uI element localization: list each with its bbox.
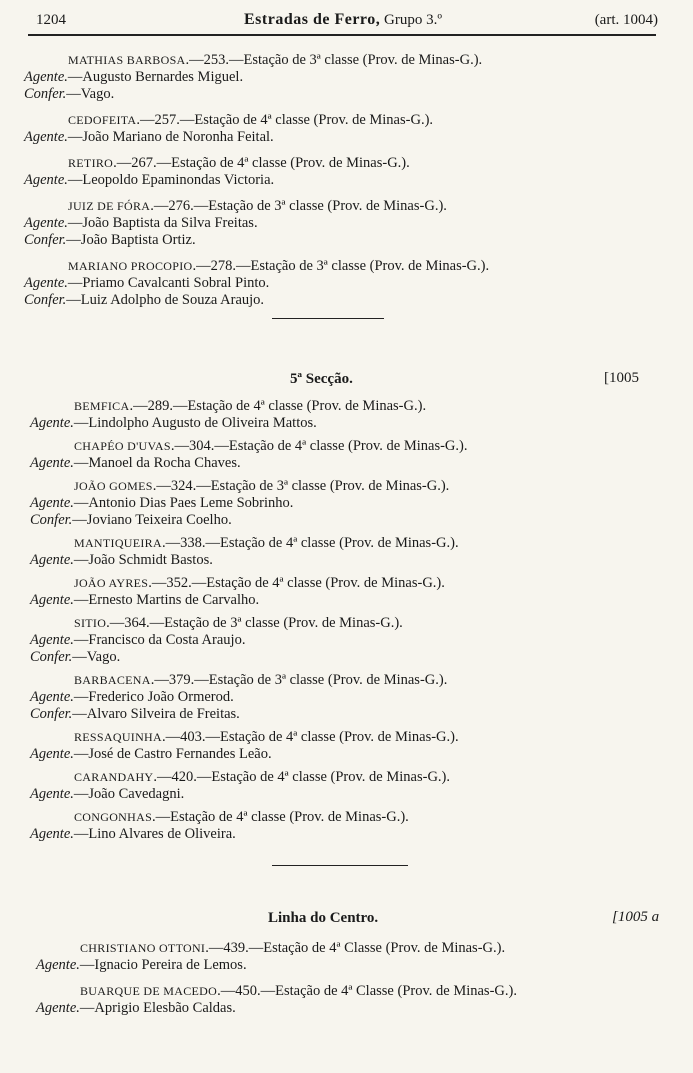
station-details: .—420.—Estação de 4ª classe (Prov. de Minas-G.). (153, 769, 450, 785)
staff-role: Agente. (30, 632, 74, 648)
staff-role: Agente. (36, 957, 80, 973)
station-name: CONGONHAS (74, 810, 153, 824)
staff-role: Agente. (24, 275, 68, 291)
staff-role: Agente. (30, 826, 74, 842)
staff-line (30, 786, 450, 803)
staff-role: Agente. (24, 129, 68, 145)
staff-line (30, 495, 449, 512)
station-entry (24, 155, 410, 189)
station-entry (30, 729, 459, 763)
staff-role: Agente. (30, 746, 74, 762)
station-heading (24, 112, 433, 129)
station-name: MANTIQUEIRA (74, 536, 162, 550)
station-entry (24, 52, 482, 103)
station-heading (24, 258, 489, 275)
staff-role: Agente. (24, 215, 68, 231)
staff-name: —João Baptista Ortiz. (66, 232, 196, 248)
staff-role: Agente. (24, 172, 68, 188)
staff-role: Agente. (24, 69, 68, 85)
section-5-ref: [1005 (604, 370, 639, 386)
station-name: CARANDAHY (74, 770, 154, 784)
staff-name: —Ignacio Pereira de Lemos. (79, 957, 247, 973)
staff-line (30, 689, 447, 706)
staff-role: Agente. (30, 415, 74, 431)
station-name: JOÃO AYRES (74, 576, 149, 590)
staff-role: Confer. (24, 86, 67, 102)
station-entry (30, 398, 426, 432)
station-entry (30, 615, 403, 666)
staff-name: —João Cavedagni. (73, 786, 185, 802)
staff-line (30, 415, 426, 432)
staff-line (30, 592, 445, 609)
station-entry (30, 478, 449, 529)
station-name: RETIRO (68, 156, 114, 170)
station-heading (24, 198, 447, 215)
staff-name: —Lino Alvares de Oliveira. (73, 826, 236, 842)
staff-name: —Vago. (66, 86, 115, 102)
staff-name: —João Schmidt Bastos. (73, 552, 213, 568)
station-details: .—338.—Estação de 4ª classe (Prov. de Minas-G.). (161, 535, 459, 551)
staff-name: —Francisco da Costa Araujo. (73, 632, 246, 648)
station-heading (30, 478, 449, 495)
station-name: JUIZ DE FÓRA (68, 199, 151, 213)
staff-role: Agente. (30, 455, 74, 471)
station-heading (36, 940, 505, 957)
station-entry (30, 809, 409, 843)
staff-role: Confer. (30, 706, 73, 722)
staff-name: —Lindolpho Augusto de Oliveira Mattos. (73, 415, 317, 431)
station-heading (30, 615, 403, 632)
staff-name: —Alvaro Silveira de Freitas. (72, 706, 240, 722)
station-name: RESSAQUINHA (74, 730, 162, 744)
divider-2 (272, 865, 408, 866)
staff-name: —Augusto Bernardes Miguel. (67, 69, 244, 85)
station-heading (30, 438, 467, 455)
station-details: .—439.—Estação de 4ª Classe (Prov. de Minas-G.). (205, 940, 506, 956)
station-heading (30, 769, 450, 786)
station-heading (30, 575, 445, 592)
staff-role: Agente. (30, 786, 74, 802)
station-heading (24, 52, 482, 69)
staff-name: —Vago. (72, 649, 121, 665)
station-heading (30, 535, 459, 552)
station-name: BUARQUE DE MACEDO (80, 984, 218, 998)
staff-name: —Antonio Dias Paes Leme Sobrinho. (73, 495, 294, 511)
station-details: .—289.—Estação de 4ª classe (Prov. de Minas-G.). (129, 398, 427, 414)
station-heading (24, 155, 410, 172)
staff-line (24, 172, 410, 189)
station-entry (24, 112, 433, 146)
page-number: 1204 (36, 12, 66, 28)
station-name: CHAPÉO D'UVAS (74, 439, 171, 453)
staff-name: —Joviano Teixeira Coelho. (72, 512, 232, 528)
linha-ref: [1005 a (612, 909, 660, 925)
station-details: .—379.—Estação de 3ª classe (Prov. de Minas-G.). (150, 672, 448, 688)
staff-role: Agente. (30, 592, 74, 608)
staff-name: —Luiz Adolpho de Souza Araujo. (66, 292, 265, 308)
station-entry (30, 535, 459, 569)
staff-line (24, 275, 489, 292)
staff-role: Agente. (36, 1000, 80, 1016)
station-details: .—450.—Estação de 4ª Classe (Prov. de Minas-G.). (217, 983, 517, 999)
station-details: .—276.—Estação de 3ª classe (Prov. de Minas-G.). (150, 198, 447, 214)
page-header (28, 10, 658, 32)
staff-name: —Manoel da Rocha Chaves. (73, 455, 241, 471)
station-heading (30, 398, 426, 415)
station-details: .—253.—Estação de 3ª classe (Prov. de Minas-G.). (185, 52, 483, 68)
staff-line (24, 215, 447, 232)
station-name: CEDOFEITA (68, 113, 137, 127)
station-details: .—364.—Estação de 3ª classe (Prov. de Minas-G.). (106, 615, 403, 631)
station-heading (30, 672, 447, 689)
staff-line (30, 512, 449, 529)
group-text: Grupo 3.º (384, 12, 442, 28)
station-entry (30, 769, 450, 803)
staff-name: —Priamo Cavalcanti Sobral Pinto. (67, 275, 270, 291)
staff-name: —João Mariano de Noronha Feital. (67, 129, 274, 145)
station-details: .—267.—Estação de 4ª classe (Prov. de Minas-G.). (113, 155, 410, 171)
staff-role: Confer. (30, 512, 73, 528)
station-entry (36, 983, 517, 1017)
staff-role: Confer. (30, 649, 73, 665)
staff-line (30, 826, 409, 843)
article-ref: (art. 1004) (594, 12, 658, 28)
station-details: .—278.—Estação de 3ª classe (Prov. de Minas-G.). (192, 258, 490, 274)
staff-name: —Leopoldo Epaminondas Victoria. (67, 172, 275, 188)
staff-line (36, 957, 505, 974)
station-details: .—352.—Estação de 4ª classe (Prov. de Minas-G.). (148, 575, 445, 591)
staff-name: —João Baptista da Silva Freitas. (67, 215, 258, 231)
staff-line (24, 292, 489, 309)
staff-line (30, 649, 403, 666)
station-entry (36, 940, 505, 974)
staff-role: Confer. (24, 232, 67, 248)
staff-line (24, 129, 433, 146)
staff-line (24, 69, 482, 86)
station-details: .—Estação de 4ª classe (Prov. de Minas-G.). (152, 809, 409, 825)
station-entry (30, 575, 445, 609)
staff-line (30, 455, 467, 472)
station-name: CHRISTIANO OTTONI (80, 941, 206, 955)
station-entry (24, 198, 447, 249)
staff-line (36, 1000, 517, 1017)
staff-line (30, 706, 447, 723)
staff-name: —Frederico João Ormerod. (73, 689, 234, 705)
staff-line (30, 632, 403, 649)
staff-role: Agente. (30, 495, 74, 511)
staff-line (24, 86, 482, 103)
staff-name: —Aprigio Elesbão Caldas. (79, 1000, 236, 1016)
station-name: BARBACENA (74, 673, 151, 687)
title-text: Estradas de Ferro, (244, 11, 381, 28)
linha-title: Linha do Centro. (268, 910, 379, 926)
station-name: MARIANO PROCOPIO (68, 259, 193, 273)
station-entry (24, 258, 489, 309)
station-heading (30, 809, 409, 826)
staff-role: Agente. (30, 689, 74, 705)
staff-line (30, 552, 459, 569)
station-details: .—403.—Estação de 4ª classe (Prov. de Minas-G.). (161, 729, 459, 745)
staff-role: Agente. (30, 552, 74, 568)
staff-line (24, 232, 447, 249)
station-heading (36, 983, 517, 1000)
station-details: .—304.—Estação de 4ª classe (Prov. de Minas-G.). (170, 438, 468, 454)
station-entry (30, 672, 447, 723)
station-details: .—324.—Estação de 3ª classe (Prov. de Minas-G.). (152, 478, 450, 494)
section-5-title: 5ª Secção. (290, 371, 353, 387)
staff-role: Confer. (24, 292, 67, 308)
station-name: BEMFICA (74, 399, 130, 413)
staff-name: —Ernesto Martins de Carvalho. (73, 592, 260, 608)
station-entry (30, 438, 467, 472)
staff-line (30, 746, 459, 763)
station-name: JOÃO GOMES (74, 479, 153, 493)
station-details: .—257.—Estação de 4ª classe (Prov. de Minas-G.). (136, 112, 434, 128)
header-rule (28, 34, 656, 36)
station-name: SITIO (74, 616, 107, 630)
divider-1 (272, 318, 384, 319)
station-heading (30, 729, 459, 746)
staff-name: —José de Castro Fernandes Leão. (73, 746, 272, 762)
page-title (28, 11, 658, 29)
station-name: MATHIAS BARBOSA (68, 53, 186, 67)
